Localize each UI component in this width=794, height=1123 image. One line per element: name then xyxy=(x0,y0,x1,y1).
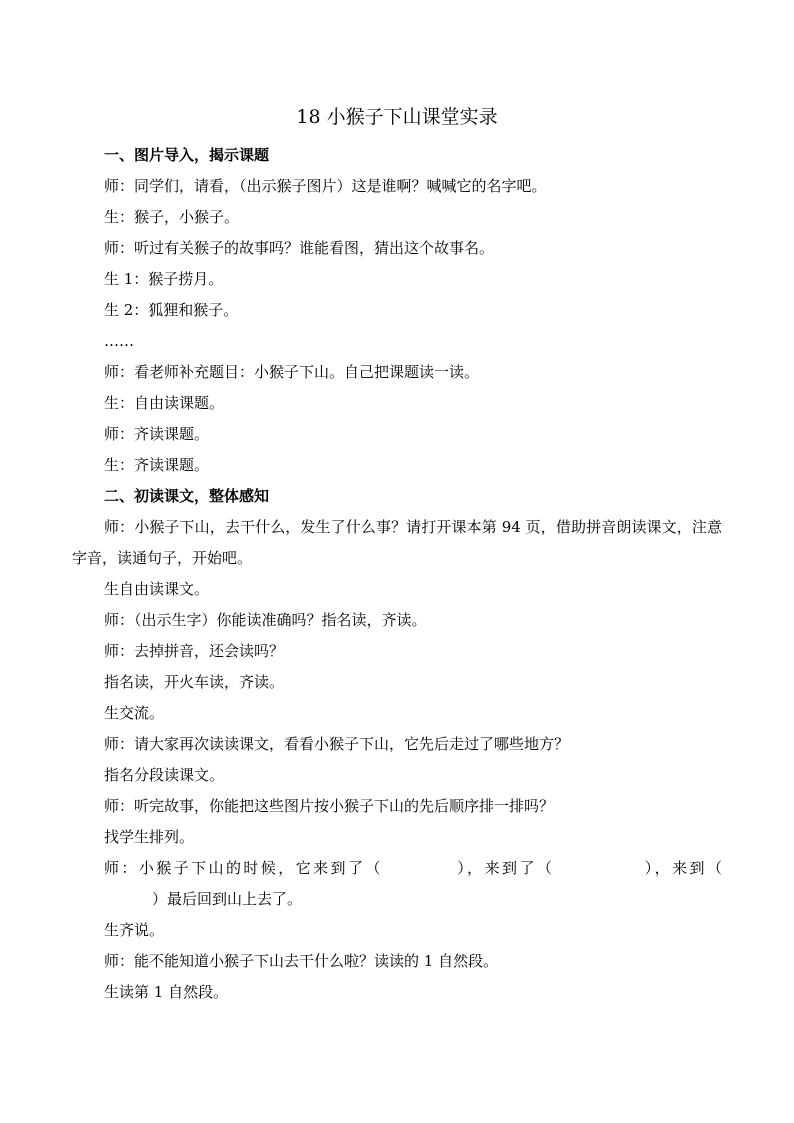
section-heading: 一、图片导入，揭示课题 xyxy=(104,146,270,164)
dialogue-line: 师：去掉拼音，还会读吗？ xyxy=(104,642,285,660)
fill-text-5: ）最后回到山上去了。 xyxy=(152,890,303,908)
dialogue-line: 师：听完故事，你能把这些图片按小猴子下山的先后顺序排一排吗？ xyxy=(104,797,555,815)
dialogue-line: 生：猴子，小猴子。 xyxy=(104,208,240,226)
dialogue-line: 生：齐读课题。 xyxy=(104,456,210,474)
dialogue-line: 师：同学们，请看，（出示猴子图片）这是谁啊？喊喊它的名字吧。 xyxy=(104,177,547,195)
section-three-lines xyxy=(72,915,722,1008)
dialogue-line: 师：能不能知道小猴子下山去干什么啦？读读的 1 自然段。 xyxy=(104,952,499,970)
section-heading: 二、初读课文，整体感知 xyxy=(104,487,270,505)
document-body xyxy=(72,140,722,1008)
dialogue-line: …… xyxy=(104,332,134,350)
dialogue-line: 生：自由读课题。 xyxy=(104,394,225,412)
dialogue-line: 师：听过有关猴子的故事吗？谁能看图，猜出这个故事名。 xyxy=(104,239,495,257)
fill-text-4: （ xyxy=(706,859,722,877)
fill-text-2: ），来到了（ xyxy=(454,859,555,877)
dialogue-line: 生交流。 xyxy=(104,704,165,722)
dialogue-line: 指名读，开火车读，齐读。 xyxy=(104,673,285,691)
fill-text-1: 师：小猴子下山的时候，它来到了（ xyxy=(104,859,383,877)
document-title: 18 小猴子下山课堂实录 xyxy=(296,106,498,128)
dialogue-line: 师：（出示生字）你能读准确吗？指名读，齐读。 xyxy=(104,611,427,629)
dialogue-line: 生自由读课文。 xyxy=(104,580,210,598)
dialogue-line: 生齐说。 xyxy=(104,921,165,939)
dialogue-line: 指名分段读课文。 xyxy=(104,766,225,784)
dialogue-line: 师：看老师补充题目：小猴子下山。自己把课题读一读。 xyxy=(104,363,480,381)
dialogue-line: 师：请大家再次读读课文，看看小猴子下山，它先后走过了哪些地方？ xyxy=(104,735,570,753)
dialogue-line: 生 1：猴子捞月。 xyxy=(104,270,224,288)
section-one-lines xyxy=(72,140,722,512)
section-two-lines xyxy=(72,574,722,853)
paragraph-open-textbook: 师：小猴子下山，去干什么，发生了什么事？请打开课本第 94 页，借助拼音朗读课文，注意字音，读通句子，开始吧。 xyxy=(72,518,722,567)
dialogue-line: 找学生排列。 xyxy=(104,828,195,846)
dialogue-line: 生读第 1 自然段。 xyxy=(104,983,229,1001)
dialogue-line: 生 2：狐狸和猴子。 xyxy=(104,301,239,319)
fill-text-3: ），来到 xyxy=(642,859,707,877)
paragraph-fill-in-blanks xyxy=(72,853,722,915)
dialogue-line: 师：齐读课题。 xyxy=(104,425,210,443)
